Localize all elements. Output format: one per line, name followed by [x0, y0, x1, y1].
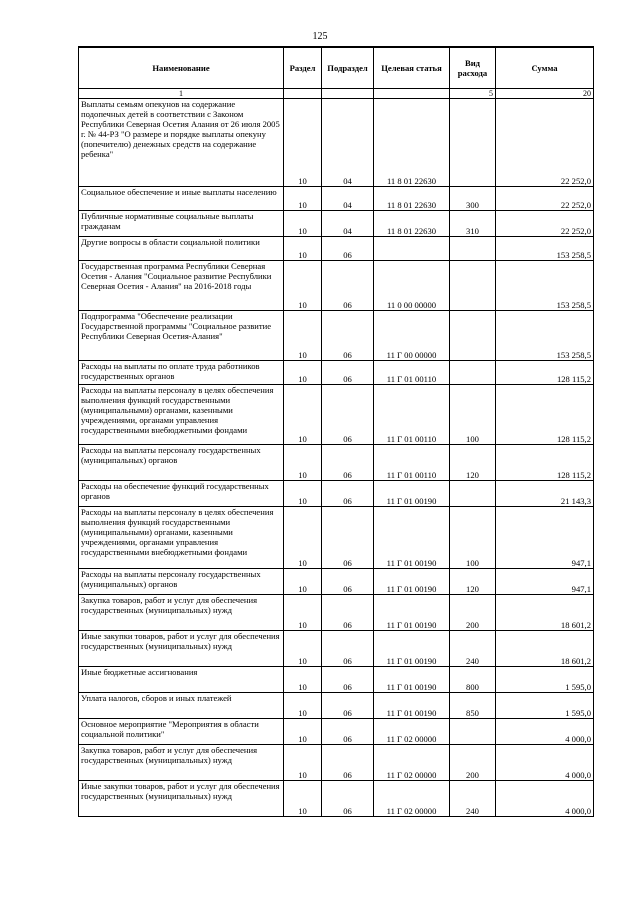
row-target-cell: 11 8 01 22630: [374, 211, 450, 237]
row-target-cell: 11 8 01 22630: [374, 187, 450, 211]
row-type-cell: [450, 311, 496, 361]
row-name-cell: Социальное обеспечение и иные выплаты населению: [79, 187, 284, 211]
row-target-cell: 11 Г 01 00190: [374, 569, 450, 595]
row-section-cell: 10: [284, 667, 322, 693]
row-sum-cell: 18 601,2: [496, 631, 594, 667]
row-name-cell: Закупка товаров, работ и услуг для обеспечения государственных (муниципальных) нужд: [79, 595, 284, 631]
row-section-cell: 10: [284, 211, 322, 237]
row-target-cell: [374, 237, 450, 261]
row-type-cell: [450, 261, 496, 311]
row-type-cell: [450, 237, 496, 261]
row-target-cell: 11 Г 01 00190: [374, 667, 450, 693]
table-row: [79, 481, 594, 507]
row-name-cell: Иные закупки товаров, работ и услуг для обеспечения государственных (муниципальных) нужд: [79, 781, 284, 817]
row-type-cell: [450, 719, 496, 745]
row-subsection-cell: 06: [322, 595, 374, 631]
row-name-cell: Основное мероприятие "Мероприятия в области социальной политики": [79, 719, 284, 745]
row-section-cell: 10: [284, 187, 322, 211]
row-sum-cell: 22 252,0: [496, 99, 594, 187]
row-name-cell: Расходы на выплаты по оплате труда работников государственных органов: [79, 361, 284, 385]
row-target-cell: 11 Г 01 00110: [374, 385, 450, 445]
table-row: [79, 667, 594, 693]
table-row: [79, 99, 594, 187]
row-subsection-cell: 06: [322, 781, 374, 817]
header-row: [79, 47, 594, 89]
row-type-cell: [450, 99, 496, 187]
row-section-cell: 10: [284, 569, 322, 595]
budget-table: [78, 46, 594, 817]
row-type-cell: [450, 481, 496, 507]
row-subsection-cell: 06: [322, 445, 374, 481]
row-subsection-cell: 06: [322, 569, 374, 595]
table-row: [79, 569, 594, 595]
row-sum-cell: 1 595,0: [496, 667, 594, 693]
row-section-cell: 10: [284, 481, 322, 507]
row-target-cell: 11 Г 01 00190: [374, 631, 450, 667]
row-section-cell: 10: [284, 261, 322, 311]
row-sum-cell: 4 000,0: [496, 719, 594, 745]
row-sum-cell: 1 595,0: [496, 693, 594, 719]
row-target-cell: 11 Г 01 00190: [374, 693, 450, 719]
header-section: Раздел: [284, 47, 322, 89]
table-row: [79, 211, 594, 237]
table-row: [79, 311, 594, 361]
row-name-cell: Государственная программа Республики Северная Осетия - Алания "Социальное развитие Республики Северная Осетия - Алания" на 2016-2018 годы: [79, 261, 284, 311]
header-type: Вид расхода: [450, 47, 496, 89]
row-name-cell: Расходы на выплаты персоналу государственных (муниципальных) органов: [79, 569, 284, 595]
row-sum-cell: 153 258,5: [496, 261, 594, 311]
index-cell: [374, 89, 450, 99]
row-name-cell: Иные закупки товаров, работ и услуг для обеспечения государственных (муниципальных) нужд: [79, 631, 284, 667]
row-target-cell: 11 8 01 22630: [374, 99, 450, 187]
row-type-cell: 300: [450, 187, 496, 211]
table-row: [79, 507, 594, 569]
row-subsection-cell: 06: [322, 507, 374, 569]
table-row: [79, 745, 594, 781]
row-type-cell: 800: [450, 667, 496, 693]
index-cell: 1: [79, 89, 284, 99]
row-target-cell: 11 Г 01 00190: [374, 507, 450, 569]
row-target-cell: 11 0 00 00000: [374, 261, 450, 311]
row-section-cell: 10: [284, 745, 322, 781]
table-row: [79, 237, 594, 261]
header-name: Наименование: [79, 47, 284, 89]
row-sum-cell: 4 000,0: [496, 745, 594, 781]
row-type-cell: 310: [450, 211, 496, 237]
row-target-cell: 11 Г 02 00000: [374, 745, 450, 781]
header-sum: Сумма: [496, 47, 594, 89]
index-cell: [284, 89, 322, 99]
row-section-cell: 10: [284, 99, 322, 187]
table-row: [79, 693, 594, 719]
row-subsection-cell: 06: [322, 667, 374, 693]
row-name-cell: Публичные нормативные социальные выплаты гражданам: [79, 211, 284, 237]
table-row: [79, 261, 594, 311]
table-row: [79, 361, 594, 385]
row-section-cell: 10: [284, 311, 322, 361]
row-sum-cell: 153 258,5: [496, 311, 594, 361]
index-cell: 5: [450, 89, 496, 99]
row-target-cell: 11 Г 02 00000: [374, 781, 450, 817]
table-row: [79, 631, 594, 667]
row-target-cell: 11 Г 01 00190: [374, 595, 450, 631]
table-row: [79, 187, 594, 211]
row-type-cell: 200: [450, 595, 496, 631]
row-type-cell: [450, 361, 496, 385]
row-type-cell: 100: [450, 385, 496, 445]
row-type-cell: 240: [450, 781, 496, 817]
row-name-cell: Расходы на выплаты персоналу в целях обеспечения выполнения функций государственными (муниципальными) органами, казенными учреждениями, органами управления государственными внебюджетными фондами: [79, 385, 284, 445]
row-section-cell: 10: [284, 445, 322, 481]
row-type-cell: 120: [450, 445, 496, 481]
row-subsection-cell: 04: [322, 99, 374, 187]
row-target-cell: 11 Г 01 00190: [374, 481, 450, 507]
row-type-cell: 120: [450, 569, 496, 595]
header-target: Целевая статья: [374, 47, 450, 89]
table-row: [79, 595, 594, 631]
row-type-cell: 850: [450, 693, 496, 719]
index-row: [79, 89, 594, 99]
row-name-cell: Выплаты семьям опекунов на содержание подопечных детей в соответствии с Законом Республики Северная Осетия Алания от 26 июля 2005 г. № 44-РЗ "О размере и порядке выплаты опекуну (попечителю) денежных средств на содержание ребенка": [79, 99, 284, 187]
row-sum-cell: 22 252,0: [496, 211, 594, 237]
row-subsection-cell: 06: [322, 385, 374, 445]
row-target-cell: 11 Г 01 00110: [374, 361, 450, 385]
row-section-cell: 10: [284, 693, 322, 719]
row-subsection-cell: 06: [322, 237, 374, 261]
row-target-cell: 11 Г 02 00000: [374, 719, 450, 745]
header-subsection: Подраздел: [322, 47, 374, 89]
row-sum-cell: 128 115,2: [496, 385, 594, 445]
row-target-cell: 11 Г 00 00000: [374, 311, 450, 361]
row-sum-cell: 18 601,2: [496, 595, 594, 631]
row-sum-cell: 947,1: [496, 569, 594, 595]
row-subsection-cell: 04: [322, 187, 374, 211]
index-cell: 20: [496, 89, 594, 99]
row-sum-cell: 153 258,5: [496, 237, 594, 261]
row-section-cell: 10: [284, 385, 322, 445]
row-subsection-cell: 06: [322, 693, 374, 719]
row-section-cell: 10: [284, 595, 322, 631]
table-row: [79, 781, 594, 817]
row-subsection-cell: 06: [322, 311, 374, 361]
row-section-cell: 10: [284, 507, 322, 569]
index-cell: [322, 89, 374, 99]
row-type-cell: 100: [450, 507, 496, 569]
row-sum-cell: 22 252,0: [496, 187, 594, 211]
page-number: 125: [312, 31, 328, 42]
row-subsection-cell: 06: [322, 361, 374, 385]
row-sum-cell: 4 000,0: [496, 781, 594, 817]
table-row: [79, 719, 594, 745]
row-name-cell: Расходы на выплаты персоналу в целях обеспечения выполнения функций государственными (муниципальными) органами, казенными учреждениями, органами управления государственными внебюджетными фондами: [79, 507, 284, 569]
row-name-cell: Подпрограмма "Обеспечение реализации Государственной программы "Социальное развитие Республики Северная Осетия-Алания": [79, 311, 284, 361]
row-name-cell: Расходы на обеспечение функций государственных органов: [79, 481, 284, 507]
row-subsection-cell: 06: [322, 261, 374, 311]
row-name-cell: Закупка товаров, работ и услуг для обеспечения государственных (муниципальных) нужд: [79, 745, 284, 781]
row-subsection-cell: 06: [322, 481, 374, 507]
row-section-cell: 10: [284, 631, 322, 667]
row-sum-cell: 947,1: [496, 507, 594, 569]
row-section-cell: 10: [284, 237, 322, 261]
row-section-cell: 10: [284, 361, 322, 385]
row-name-cell: Расходы на выплаты персоналу государственных (муниципальных) органов: [79, 445, 284, 481]
row-subsection-cell: 04: [322, 211, 374, 237]
row-subsection-cell: 06: [322, 631, 374, 667]
row-type-cell: 200: [450, 745, 496, 781]
row-sum-cell: 128 115,2: [496, 445, 594, 481]
row-name-cell: Другие вопросы в области социальной политики: [79, 237, 284, 261]
row-name-cell: Уплата налогов, сборов и иных платежей: [79, 693, 284, 719]
row-subsection-cell: 06: [322, 719, 374, 745]
row-name-cell: Иные бюджетные ассигнования: [79, 667, 284, 693]
table-row: [79, 445, 594, 481]
row-section-cell: 10: [284, 781, 322, 817]
row-target-cell: 11 Г 01 00110: [374, 445, 450, 481]
row-sum-cell: 21 143,3: [496, 481, 594, 507]
row-section-cell: 10: [284, 719, 322, 745]
row-sum-cell: 128 115,2: [496, 361, 594, 385]
table-row: [79, 385, 594, 445]
row-subsection-cell: 06: [322, 745, 374, 781]
row-type-cell: 240: [450, 631, 496, 667]
